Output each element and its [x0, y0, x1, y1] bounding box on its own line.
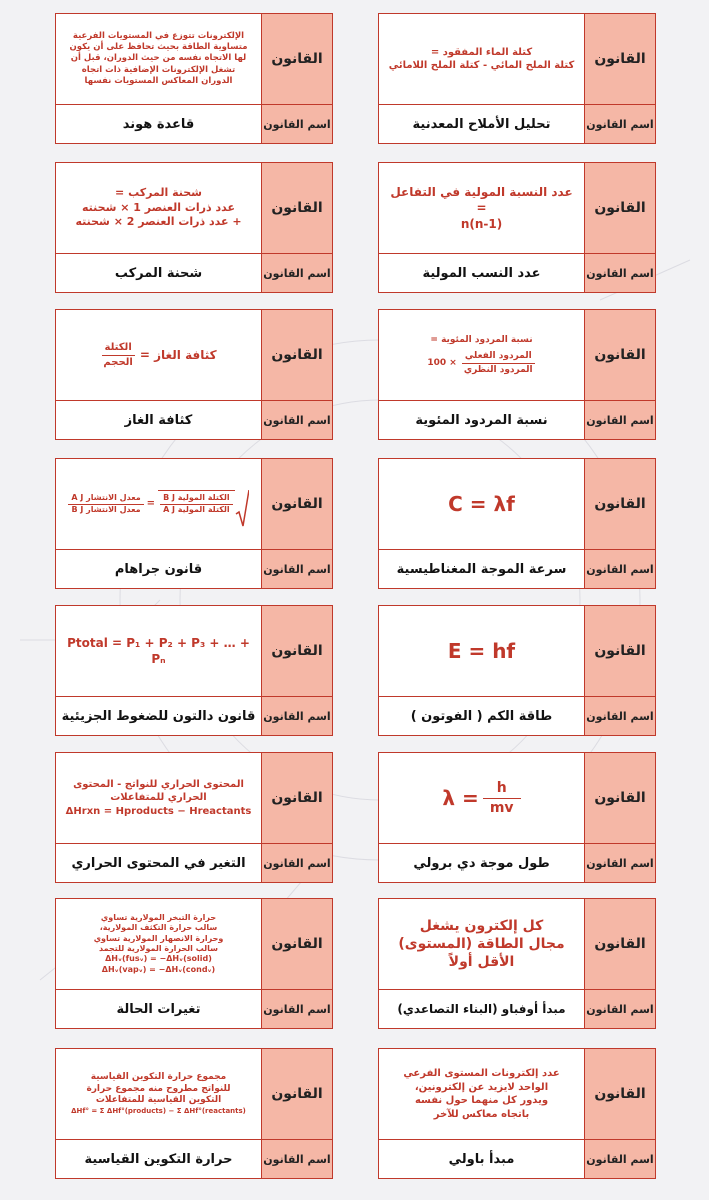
law-name: طول موجة دي برولي: [413, 855, 550, 871]
law-formula: [56, 310, 261, 400]
law-card: [378, 898, 656, 1029]
law-label: القانون: [261, 459, 332, 549]
law-card: [55, 162, 333, 293]
law-formula: [56, 753, 261, 843]
formula-line: ويدور كل منهما حول نفسه: [414, 1095, 549, 1106]
formula-line: E = hf: [447, 638, 516, 663]
formula-line: المحتوى الحراري للنواتج - المحتوى: [73, 778, 244, 790]
fraction-denominator: mv: [489, 799, 514, 816]
law-name-label: اسم القانون: [584, 697, 655, 735]
formula-line: ΔHᵥ(fusᵥ) = −ΔHᵥ(solid): [105, 954, 212, 964]
law-formula: [379, 14, 584, 104]
law-name-label: اسم القانون: [584, 990, 655, 1028]
formula-line: الأقل أولاً: [448, 954, 515, 971]
fraction-numerator: h: [483, 779, 521, 799]
law-name-label: اسم القانون: [261, 550, 332, 588]
law-name: قانون جراهام: [114, 561, 203, 577]
formula-line: مجال الطاقة (المستوى): [398, 935, 565, 952]
law-formula: [379, 310, 584, 400]
formula-line: مجموع حرارة التكوين القياسية: [90, 1071, 227, 1082]
formula-line: C = λf: [448, 491, 515, 516]
law-name-label: اسم القانون: [584, 1140, 655, 1178]
formula-lhs: كثافة الغاز =: [139, 347, 217, 362]
fraction-denominator: معدل الانتشار B J: [71, 504, 141, 514]
formula-line: عدد ذرات العنصر 1 × شحنته: [81, 200, 236, 214]
formula-lhs: λ =: [442, 785, 479, 810]
law-name: مبدأ باولي: [448, 1151, 515, 1167]
law-name-label: اسم القانون: [261, 401, 332, 439]
multiplier: 100 ×: [427, 357, 457, 368]
law-label: القانون: [584, 459, 655, 549]
formula-line: ΔHᵥ(vapᵥ) = −ΔHᵥ(condᵥ): [101, 964, 216, 974]
law-formula: [379, 753, 584, 843]
law-label: القانون: [584, 163, 655, 253]
fraction: [483, 779, 521, 818]
formula-line: وحرارة الانصهار المولارية تساوي: [93, 933, 224, 943]
law-label: القانون: [584, 1049, 655, 1139]
formula-line: الواحد لايزيد عن إلكترونين،: [414, 1081, 549, 1093]
law-name-label: اسم القانون: [261, 105, 332, 143]
fraction-numerator: معدل الانتشار A J: [68, 493, 143, 505]
law-name-label: اسم القانون: [584, 105, 655, 143]
fraction: [68, 493, 143, 516]
law-name: تغيرات الحالة: [116, 1001, 201, 1017]
law-name: كثافة الغاز: [124, 412, 193, 428]
law-label: القانون: [261, 606, 332, 696]
law-label: القانون: [261, 14, 332, 104]
formula-line: الحراري للمتفاعلات: [110, 792, 207, 804]
law-label: القانون: [261, 310, 332, 400]
formula-line: باتجاه معاكس للآخر: [433, 1108, 530, 1120]
law-card: [378, 458, 656, 589]
law-name: نسبة المردود المئوية: [415, 412, 548, 428]
formula-line: Ptotal = P₁ + P₂ + P₃ + … + Pₙ: [67, 635, 250, 666]
law-name-label: اسم القانون: [584, 550, 655, 588]
law-card: [378, 752, 656, 883]
square-root-icon: [235, 490, 249, 528]
formula-line: شحنة المركب =: [115, 185, 202, 199]
law-card: [55, 458, 333, 589]
law-card: [378, 13, 656, 144]
fraction-numerator: الكتلة: [102, 341, 135, 356]
law-formula: $\frac{\text{الكتلة المولية B J}}{\text{الكتلة المولية A J}}$ = $\frac{\text{معدل الانتشار A J}}{\text{معدل الانتشار B J}}$: [56, 459, 261, 549]
fraction-denominator: الكتلة المولية A J: [163, 505, 230, 514]
law-label: القانون: [584, 899, 655, 989]
formula-line: ΔHrxn = Hproducts − Hreactants: [65, 805, 252, 817]
law-label: القانون: [261, 899, 332, 989]
law-label: القانون: [584, 310, 655, 400]
law-card: [378, 309, 656, 440]
law-name-label: اسم القانون: [584, 401, 655, 439]
law-name: التغير في المحتوى الحراري: [71, 855, 246, 871]
law-label: القانون: [261, 753, 332, 843]
fraction-denominator: الحجم: [103, 356, 133, 368]
formula-line: ΔHf° = Σ ΔHf°(products) − Σ ΔHf°(reactants): [71, 1106, 246, 1115]
law-name-label: اسم القانون: [584, 844, 655, 882]
law-formula: [379, 459, 584, 549]
formula-line: عدد النسبة المولية في التفاعل =: [390, 184, 573, 215]
law-card: [55, 13, 333, 144]
law-name: طاقة الكم ( الفوتون ): [410, 708, 553, 724]
formula-line: كتلة الماء المفقود =: [430, 46, 533, 58]
fraction-numerator: الكتلة المولية B J: [160, 493, 232, 505]
formula-line: كتلة الملح المائي - كتلة الملح اللامائي: [388, 60, 575, 71]
law-label: القانون: [584, 753, 655, 843]
fraction: [158, 491, 235, 518]
law-card: [55, 605, 333, 736]
formula-line: سالب حرارة التكثف المولارية،: [99, 923, 218, 933]
formula-line: الدوران المعاكس المستويات نفسها: [84, 75, 233, 86]
law-card: [55, 1048, 333, 1179]
law-formula: [56, 163, 261, 253]
formula-line: عدد إلكترونات المستوى الفرعي: [403, 1068, 560, 1079]
formula-line: للنواتج مطروح منه مجموع حرارة: [86, 1083, 231, 1094]
formula-line: متساوية الطاقة بحيث تحافظ على أن يكون: [69, 42, 248, 53]
law-name: سرعة الموجة المغناطيسية: [396, 561, 567, 577]
law-card: [55, 752, 333, 883]
law-formula: [56, 14, 261, 104]
law-card: [378, 1048, 656, 1179]
law-formula: [379, 1049, 584, 1139]
law-formula: [379, 163, 584, 253]
formula-line: لها الاتجاه نفسه من حيث الدوران، قبل أن: [70, 53, 247, 64]
fraction-numerator: المردود الفعلي: [462, 350, 535, 363]
formula-line: حرارة التبخر المولارية تساوي: [100, 912, 217, 922]
law-label: القانون: [261, 1049, 332, 1139]
law-formula: [56, 899, 261, 989]
law-name-label: اسم القانون: [584, 254, 655, 292]
law-card: [55, 309, 333, 440]
law-name: عدد النسب المولية: [422, 265, 541, 281]
law-name: مبدأ أوفباو (البناء التصاعدي): [397, 1002, 566, 1016]
law-name: حرارة التكوين القياسية: [84, 1151, 233, 1167]
law-label: القانون: [584, 606, 655, 696]
law-name: تحليل الأملاح المعدنية: [412, 116, 551, 132]
fraction: [461, 350, 536, 375]
law-name-label: اسم القانون: [261, 697, 332, 735]
law-name: قانون دالتون للضغوط الجزيئية: [61, 708, 256, 724]
law-formula: [56, 606, 261, 696]
law-card: [378, 162, 656, 293]
law-name-label: اسم القانون: [261, 254, 332, 292]
formula-line: n(n-1): [460, 217, 503, 232]
formula-line: نسبة المردود المئوية =: [430, 335, 533, 346]
law-formula: [379, 899, 584, 989]
formula-line: سالب الحرارة المولارية للتجمد: [98, 944, 219, 953]
law-card: [378, 605, 656, 736]
law-name: قاعدة هوند: [122, 116, 195, 132]
formula-line: الإلكترونات تتوزع في المستويات الفرعية: [72, 31, 245, 42]
law-label: القانون: [261, 163, 332, 253]
law-label: القانون: [584, 14, 655, 104]
formula-line: كل إلكترون يشغل: [419, 917, 544, 934]
law-card: [55, 898, 333, 1029]
law-name-label: اسم القانون: [261, 1140, 332, 1178]
fraction-denominator: المردود النظري: [463, 364, 533, 375]
law-name-label: اسم القانون: [261, 990, 332, 1028]
law-formula: [56, 1049, 261, 1139]
fraction: [100, 341, 135, 369]
law-name-label: اسم القانون: [261, 844, 332, 882]
law-formula: [379, 606, 584, 696]
formula-line: التكوين القياسية للمتفاعلات: [95, 1095, 222, 1106]
formula-line: + عدد ذرات العنصر 2 × شحنته: [75, 215, 242, 229]
law-name: شحنة المركب: [114, 265, 203, 281]
formula-line: تشغل الإلكترونات الإضافية ذات اتجاه: [81, 64, 236, 75]
